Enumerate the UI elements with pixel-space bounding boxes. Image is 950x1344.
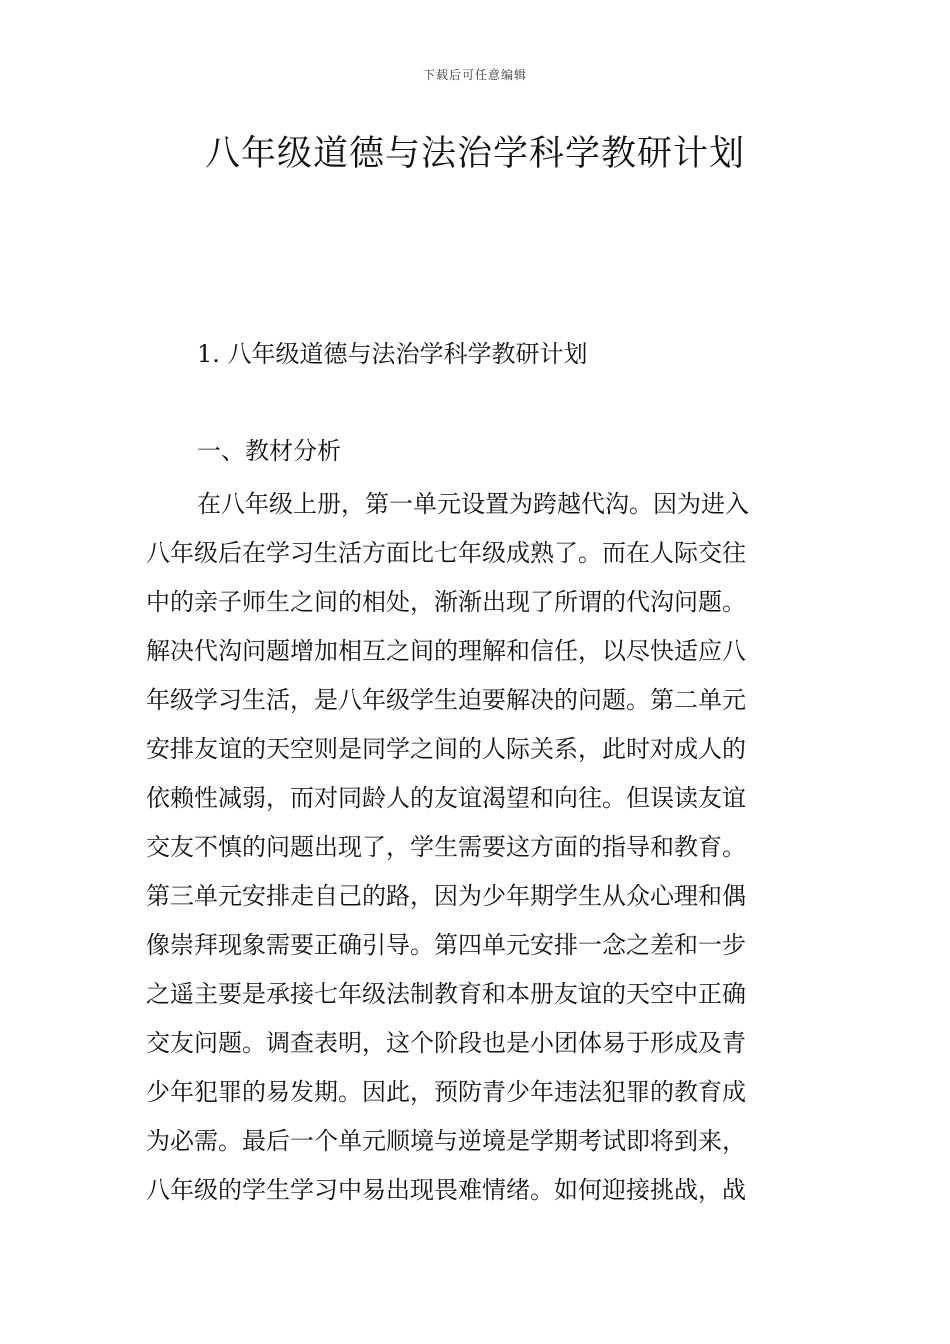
paragraph-line: 八年级后在学习生活方面比七年级成熟了。而在人际交往 — [146, 539, 746, 567]
paragraph-line: 为必需。最后一个单元顺境与逆境是学期考试即将到来， — [146, 1127, 746, 1155]
header-note: 下载后可任意编辑 — [422, 68, 527, 82]
paragraph-line: 交友不慎的问题出现了，学生需要这方面的指导和教育。 — [146, 833, 746, 861]
paragraph-line: 第三单元安排走自己的路，因为少年期学生从众心理和偶 — [146, 882, 746, 910]
paragraph-line: 少年犯罪的易发期。因此，预防青少年违法犯罪的教育成 — [146, 1078, 746, 1106]
paragraph-line: 像崇拜现象需要正确引导。第四单元安排一念之差和一步 — [146, 931, 746, 959]
numbered-heading: 1. 八年级道德与法治学科学教研计划 — [197, 340, 588, 368]
paragraph-line: 在八年级上册，第一单元设置为跨越代沟。因为进入 — [197, 490, 749, 518]
paragraph-line: 八年级的学生学习中易出现畏难情绪。如何迎接挑战，战 — [146, 1176, 746, 1204]
paragraph-line: 之遥主要是承接七年级法制教育和本册友谊的天空中正确 — [146, 980, 746, 1008]
paragraph-line: 中的亲子师生之间的相处，渐渐出现了所谓的代沟问题。 — [146, 588, 746, 616]
paragraph-line: 安排友谊的天空则是同学之间的人际关系，此时对成人的 — [146, 735, 746, 763]
paragraph-line: 依赖性减弱，而对同龄人的友谊渴望和向往。但误读友谊 — [146, 784, 746, 812]
paragraph-line: 交友问题。调查表明，这个阶段也是小团体易于形成及青 — [146, 1029, 746, 1057]
paragraph-line: 年级学习生活，是八年级学生迫要解决的问题。第二单元 — [146, 686, 746, 714]
body-paragraph — [146, 480, 816, 1215]
document-title: 八年级道德与法治学科学教研计划 — [204, 134, 745, 174]
section-heading: 一、教材分析 — [197, 437, 341, 465]
paragraph-line: 解决代沟问题增加相互之间的理解和信任，以尽快适应八 — [146, 637, 746, 665]
